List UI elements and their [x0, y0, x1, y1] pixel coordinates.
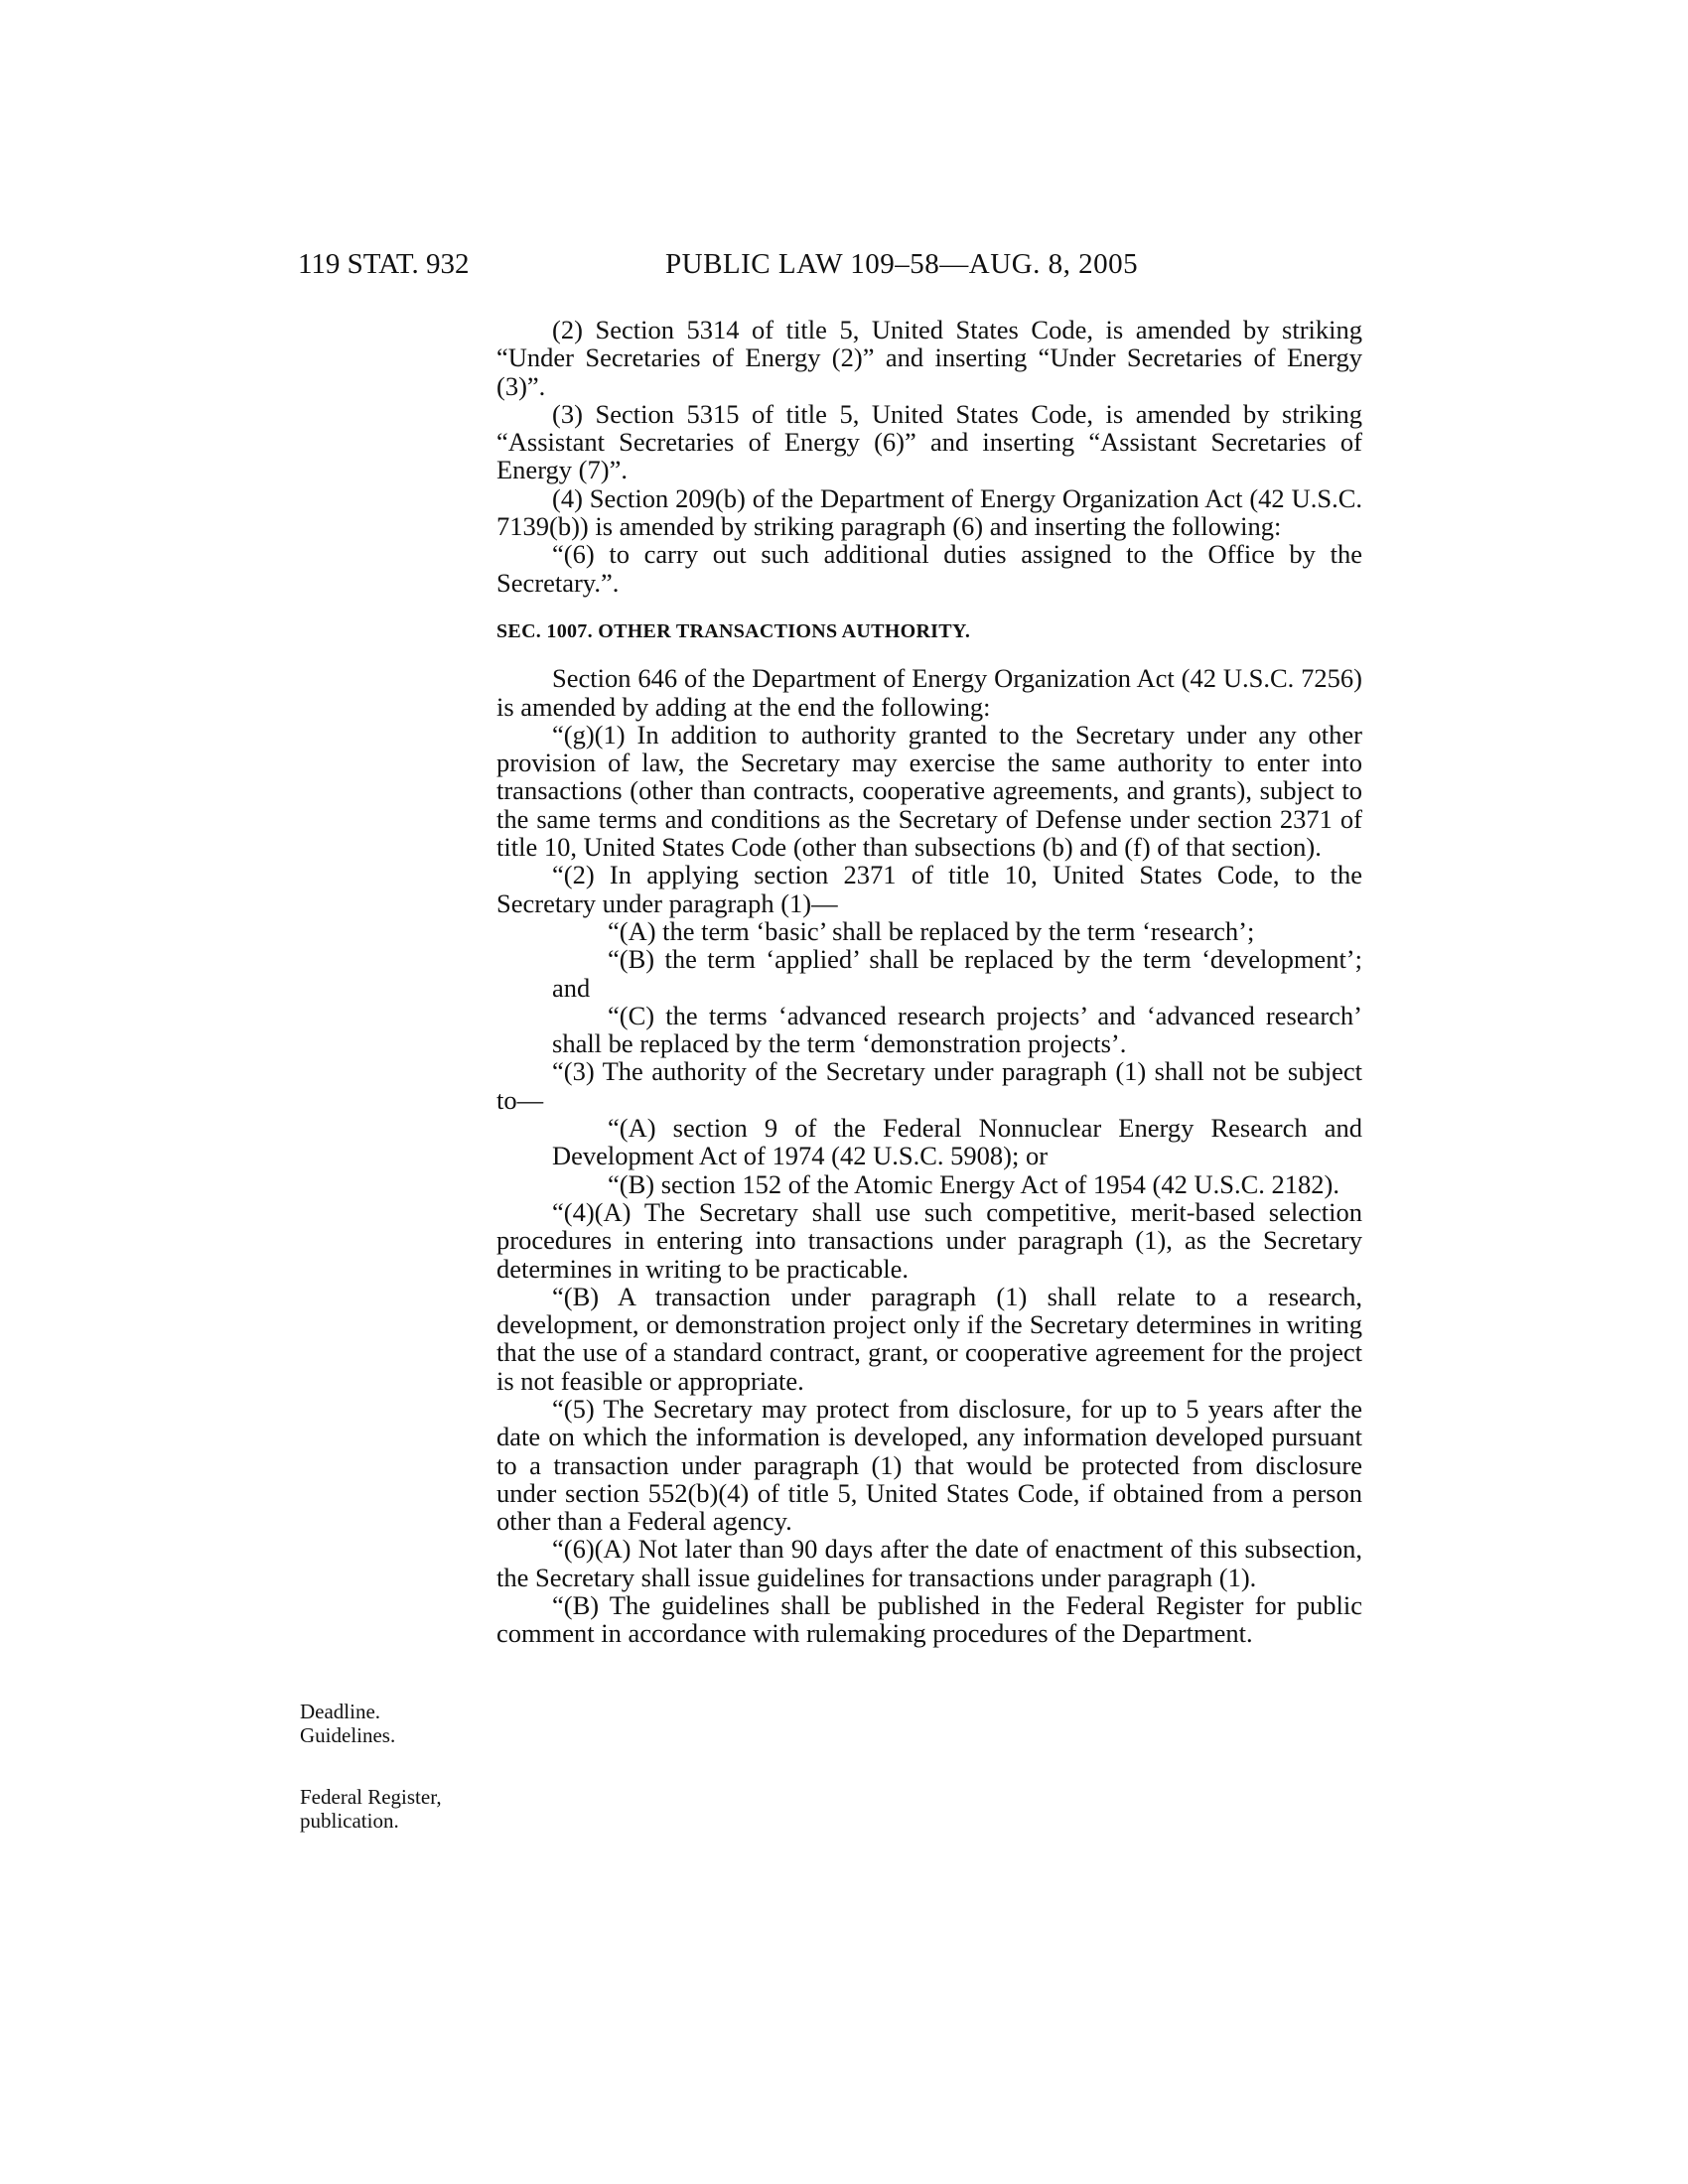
- margin-note-line: Deadline.: [300, 1700, 381, 1723]
- paragraph: “(g)(1) In addition to authority granted to the Secretary under any other provision of law, the Secretary may exercise the same authority to enter into transactions (other than contracts, cooperative agreements, and grants), subject to the same terms and conditions as the Secretary of Defense under section 2371 of title 10, United States Code (other than subsections (b) and (f) of that section).: [496, 719, 1362, 863]
- document-body: [496, 316, 1362, 1648]
- subparagraph: “(C) the terms ‘advanced research projects’ and ‘advanced research’ shall be replaced by the term ‘demonstration projects’.: [552, 1000, 1362, 1059]
- paragraph: Section 646 of the Department of Energy Organization Act (42 U.S.C. 7256) is amended by adding at the end the following:: [496, 663, 1362, 722]
- margin-note-line: Federal Register,: [300, 1785, 442, 1809]
- paragraph: “(5) The Secretary may protect from disclosure, for up to 5 years after the date on which the information is developed, any information developed pursuant to a transaction under paragraph (1) that would be protected from disclosure under section 552(b)(4) of title 5, United States Code, if obtained from a person other than a Federal agency.: [496, 1393, 1362, 1537]
- paragraph: “(4)(A) The Secretary shall use such competitive, merit-based selection procedures in entering into transactions under paragraph (1), as the Secretary determines in writing to be practicable.: [496, 1196, 1362, 1284]
- section-heading: SEC. 1007. OTHER TRANSACTIONS AUTHORITY.: [496, 619, 971, 642]
- paragraph: (2) Section 5314 of title 5, United States Code, is amended by striking “Under Secretaries of Energy (2)” and inserting “Under Secretaries of Energy (3)”.: [496, 315, 1362, 401]
- paragraph: “(B) A transaction under paragraph (1) shall relate to a research, development, or demonstration project only if the Secretary determines in writing that the use of a standard contract, grant, or cooperative agreement for the project is not feasible or appropriate.: [496, 1281, 1362, 1396]
- subparagraph: “(B) the term ‘applied’ shall be replaced by the term ‘development’; and: [552, 944, 1362, 1003]
- subparagraph: “(A) the term ‘basic’ shall be replaced by the term ‘research’;: [608, 915, 1255, 946]
- paragraph: (3) Section 5315 of title 5, United States Code, is amended by striking “Assistant Secretaries of Energy (6)” and inserting “Assistant Secretaries of Energy (7)”.: [496, 398, 1362, 485]
- subparagraph: “(B) section 152 of the Atomic Energy Act of 1954 (42 U.S.C. 2182).: [608, 1168, 1339, 1199]
- paragraph: “(6)(A) Not later than 90 days after the date of enactment of this subsection, the Secretary shall issue guidelines for transactions under paragraph (1).: [496, 1534, 1362, 1592]
- margin-note-line: publication.: [300, 1809, 399, 1833]
- page-header: [0, 248, 1688, 288]
- paragraph: (4) Section 209(b) of the Department of Energy Organization Act (42 U.S.C. 7139(b)) is amended by striking paragraph (6) and inserting the following:: [496, 482, 1362, 542]
- margin-note-deadline: [300, 1700, 479, 1747]
- paragraph: “(3) The authority of the Secretary under paragraph (1) shall not be subject to—: [496, 1056, 1362, 1115]
- paragraph: “(2) In applying section 2371 of title 10, United States Code, to the Secretary under paragraph (1)—: [496, 860, 1362, 918]
- stat-page-number: 119 STAT. 932: [298, 248, 470, 280]
- margin-note-federal-register: [300, 1785, 479, 1833]
- paragraph: “(B) The guidelines shall be published in the Federal Register for public comment in accordance with rulemaking procedures of the Department.: [496, 1590, 1362, 1649]
- subparagraph: “(A) section 9 of the Federal Nonnuclear Energy Research and Development Act of 1974 (42 U.S.C. 5908); or: [552, 1113, 1362, 1171]
- paragraph: “(6) to carry out such additional duties assigned to the Office by the Secretary.”.: [496, 539, 1362, 598]
- running-head: PUBLIC LAW 109–58—AUG. 8, 2005: [665, 248, 1139, 280]
- margin-note-line: Guidelines.: [300, 1723, 396, 1747]
